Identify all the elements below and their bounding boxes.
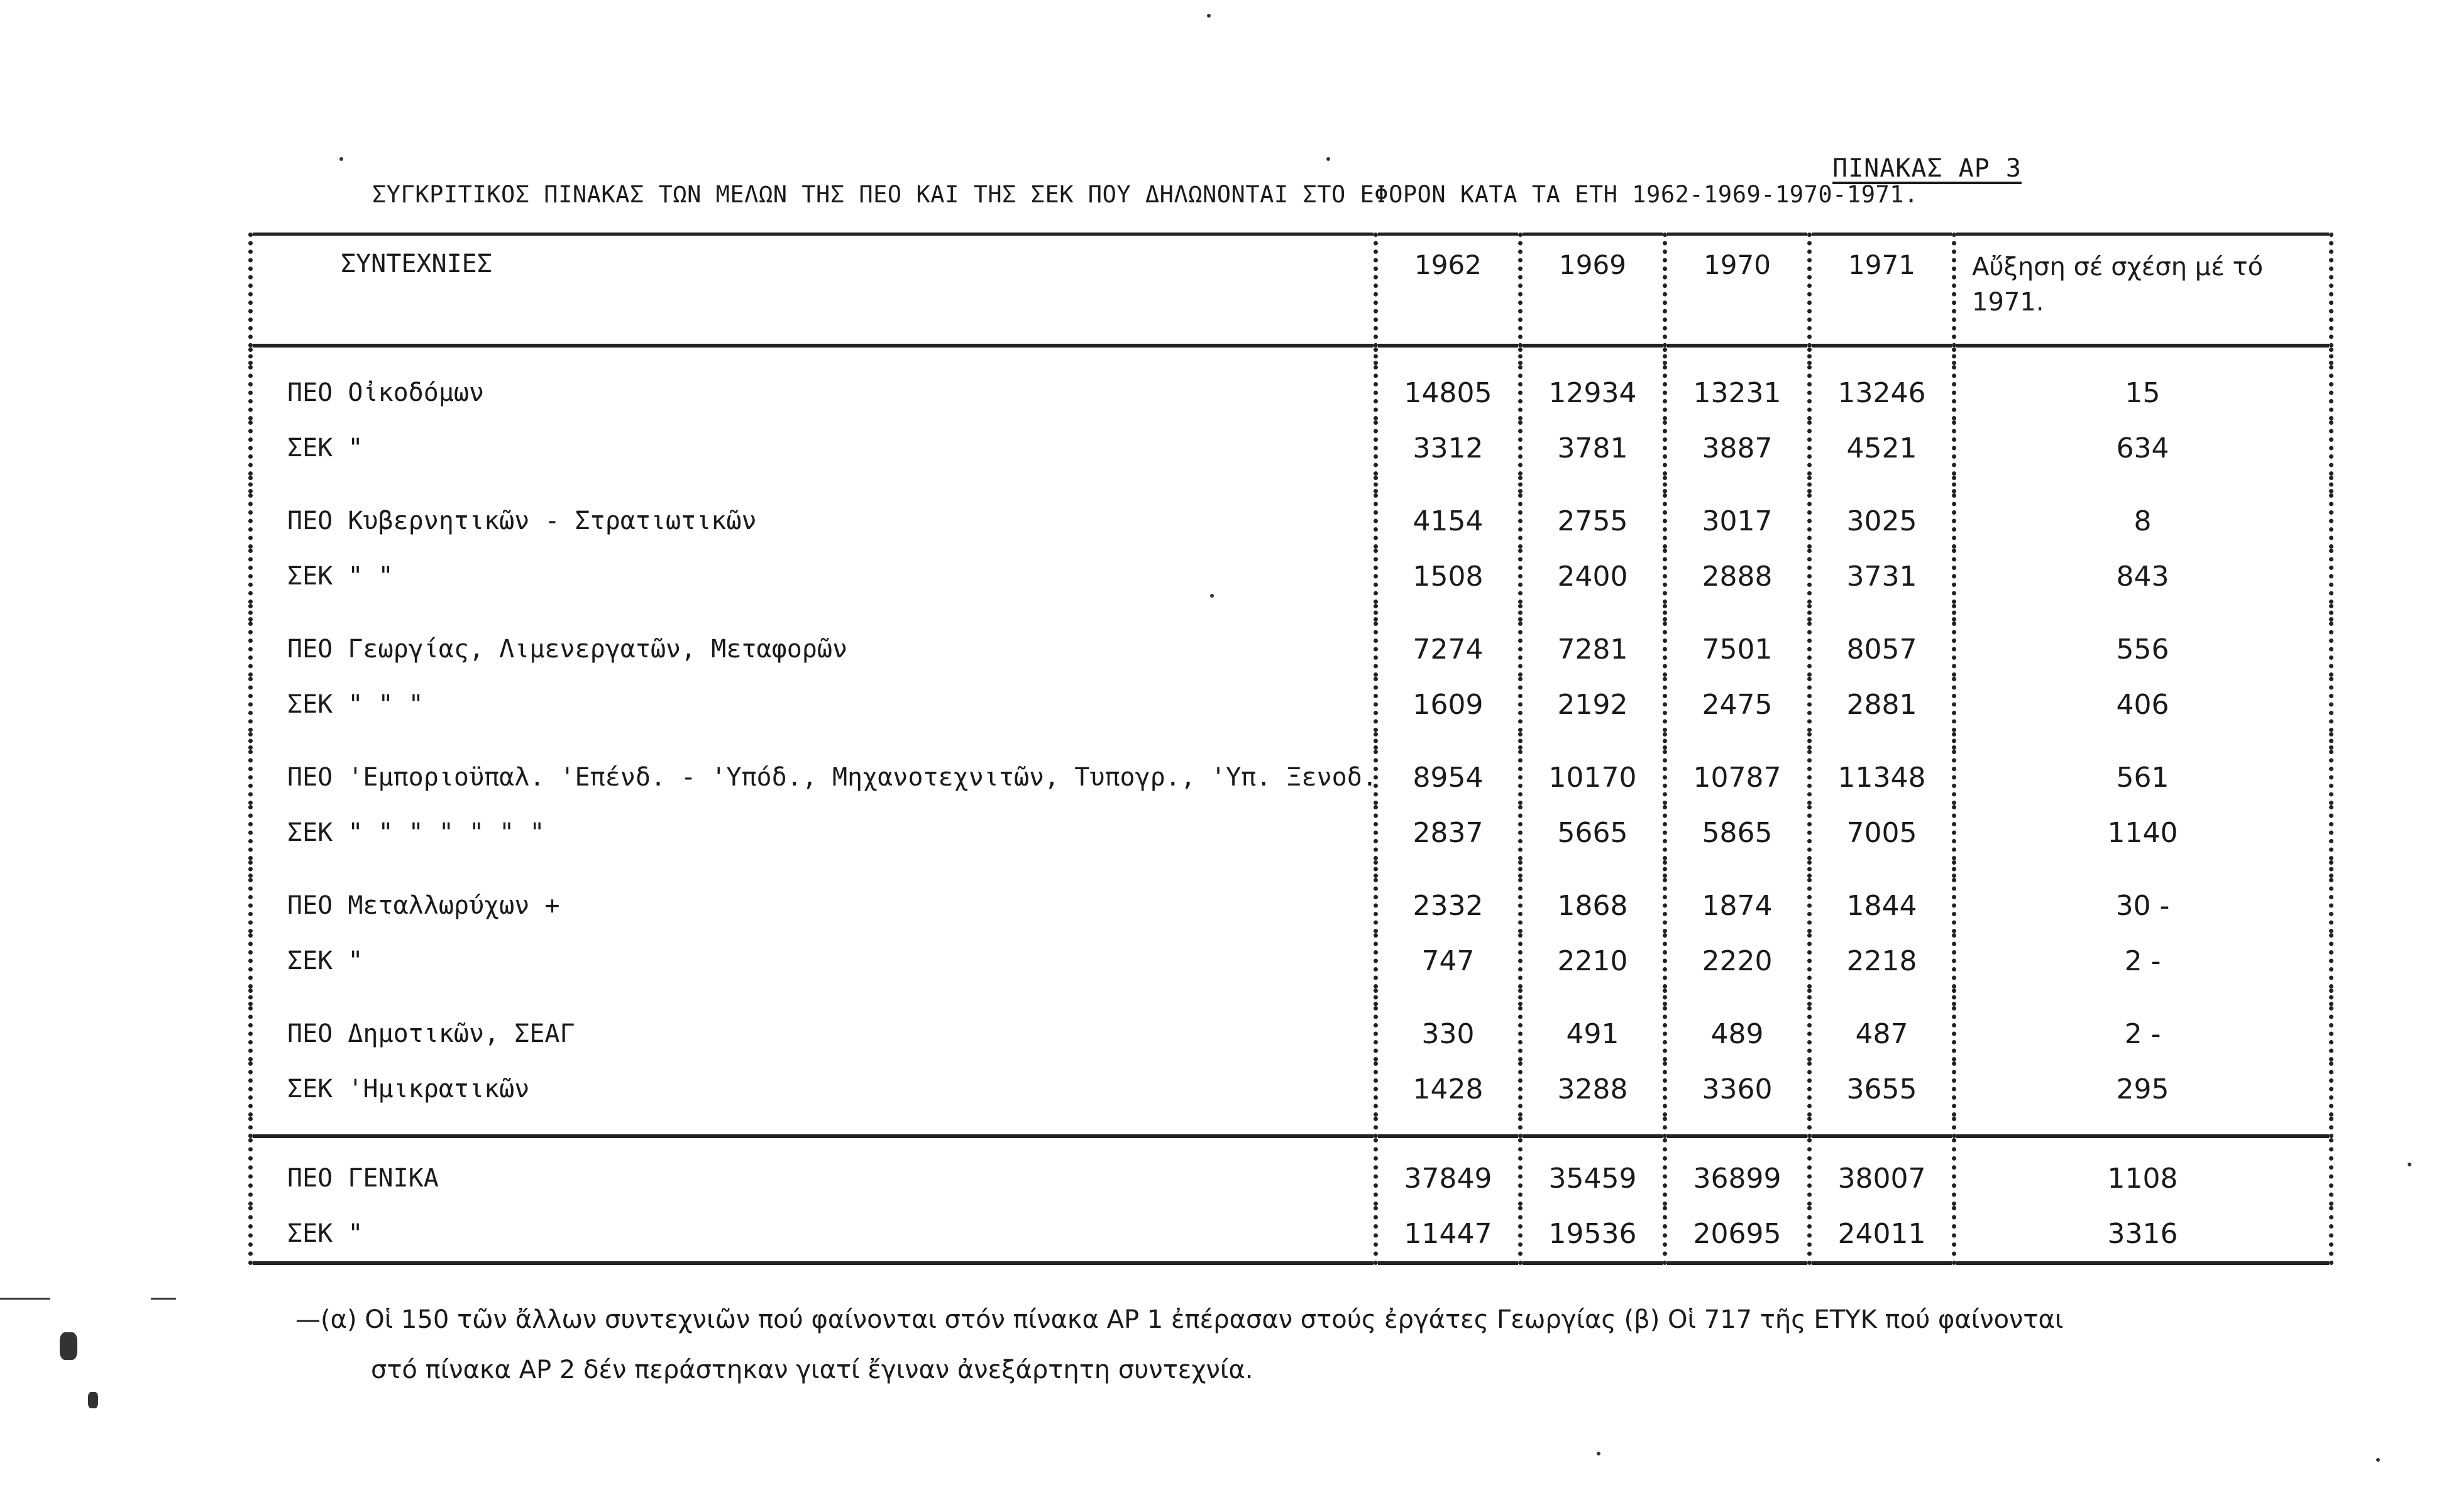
row-value-1971: 3731: [1810, 549, 1954, 604]
row-value-1962: 8954: [1376, 750, 1521, 805]
row-value-1969: 7281: [1521, 622, 1665, 677]
table-row: [251, 933, 2332, 989]
row-increase: 561: [1954, 750, 2332, 805]
footnote-line-1: —(α) Οἱ 150 τῶν ἄλλων συντεχνιῶν πού φαίνονται στόν πίνακα ΑΡ 1 ἐπέρασαν στούς ἐργάτες Γεωργίας (β) Οἱ 717 τῆς ΕΤΥΚ πού φαίνονται: [295, 1305, 2064, 1334]
row-value-1969: 491: [1521, 1006, 1665, 1061]
header-1971: 1971: [1810, 234, 1954, 346]
table-row: [251, 420, 2332, 476]
row-value-1971: 4521: [1810, 420, 1954, 476]
row-value-1962: 330: [1376, 1006, 1521, 1061]
total-value-1971: 24011: [1810, 1206, 1954, 1263]
row-value-1962: 1428: [1376, 1061, 1521, 1117]
row-value-1962: 1609: [1376, 677, 1521, 732]
header-increase: Αὔξηση σέ σχέση μέ τό 1971.: [1954, 234, 2332, 346]
row-value-1962: 4154: [1376, 493, 1521, 549]
table-row: [251, 805, 2332, 860]
total-increase: 1108: [1954, 1136, 2332, 1206]
table-row: [251, 1061, 2332, 1117]
row-union-name: ΣΕΚ " " " " " " ": [251, 805, 1376, 860]
row-value-1969: 2755: [1521, 493, 1665, 549]
row-increase: 8: [1954, 493, 2332, 549]
row-value-1962: 2332: [1376, 878, 1521, 933]
row-union-name: ΣΕΚ 'Ημικρατικῶν: [251, 1061, 1376, 1117]
scan-speck: [151, 1298, 176, 1300]
row-value-1970: 7501: [1665, 622, 1810, 677]
row-value-1971: 8057: [1810, 622, 1954, 677]
row-value-1970: 10787: [1665, 750, 1810, 805]
row-value-1969: 2400: [1521, 549, 1665, 604]
comparison-table: [248, 233, 2333, 1265]
row-value-1969: 2192: [1521, 677, 1665, 732]
total-value-1962: 37849: [1376, 1136, 1521, 1206]
header-unions: ΣΥΝΤΕΧΝΙΕΣ: [251, 234, 1376, 346]
row-value-1962: 1508: [1376, 549, 1521, 604]
row-value-1969: 1868: [1521, 878, 1665, 933]
row-value-1969: 2210: [1521, 933, 1665, 989]
row-union-name: ΠΕΟ Μεταλλωρύχων +: [251, 878, 1376, 933]
row-value-1962: 2837: [1376, 805, 1521, 860]
row-value-1969: 5665: [1521, 805, 1665, 860]
row-increase: 2 -: [1954, 933, 2332, 989]
row-union-name: ΠΕΟ Κυβερνητικῶν - Στρατιωτικῶν: [251, 493, 1376, 549]
total-value-1962: 11447: [1376, 1206, 1521, 1263]
row-value-1971: 2218: [1810, 933, 1954, 989]
total-union-name: ΣΕΚ ": [251, 1206, 1376, 1263]
row-value-1962: 14805: [1376, 365, 1521, 420]
row-value-1970: 2220: [1665, 933, 1810, 989]
row-value-1962: 3312: [1376, 420, 1521, 476]
table-row: [251, 493, 2332, 549]
header-1969: 1969: [1521, 234, 1665, 346]
scan-speck: [88, 1392, 98, 1408]
table-row: [251, 365, 2332, 420]
table-row: [251, 622, 2332, 677]
scan-speck: [2408, 1163, 2411, 1166]
total-value-1970: 20695: [1665, 1206, 1810, 1263]
header-row: [251, 234, 2332, 346]
row-union-name: ΠΕΟ Οἰκοδόμων: [251, 365, 1376, 420]
table-row: [251, 1006, 2332, 1061]
row-value-1971: 487: [1810, 1006, 1954, 1061]
row-value-1970: 3887: [1665, 420, 1810, 476]
table-row: [251, 677, 2332, 732]
scan-speck: [1597, 1452, 1600, 1455]
row-value-1970: 5865: [1665, 805, 1810, 860]
table-row: [251, 750, 2332, 805]
scan-speck: [2376, 1458, 2380, 1462]
row-increase: 1140: [1954, 805, 2332, 860]
row-value-1971: 3025: [1810, 493, 1954, 549]
row-increase: 30 -: [1954, 878, 2332, 933]
row-union-name: ΠΕΟ 'Εμποριοϋπαλ. 'Επένδ. - 'Υπόδ., Μηχανοτεχνιτῶν, Τυπογρ., 'Υπ. Ξενοδ.: [251, 750, 1376, 805]
total-row: [251, 1136, 2332, 1206]
total-value-1971: 38007: [1810, 1136, 1954, 1206]
row-value-1970: 1874: [1665, 878, 1810, 933]
table-number-label: ΠΙΝΑΚΑΣ ΑΡ 3: [1832, 154, 2022, 183]
row-union-name: ΠΕΟ Δημοτικῶν, ΣΕΑΓ: [251, 1006, 1376, 1061]
row-value-1970: 2475: [1665, 677, 1810, 732]
scan-speck: [1210, 594, 1214, 598]
row-value-1970: 489: [1665, 1006, 1810, 1061]
row-value-1970: 3017: [1665, 493, 1810, 549]
header-1962: 1962: [1376, 234, 1521, 346]
row-union-name: ΣΕΚ " ": [251, 549, 1376, 604]
scan-speck: [339, 157, 343, 161]
row-value-1971: 1844: [1810, 878, 1954, 933]
row-union-name: ΠΕΟ Γεωργίας, Λιμενεργατῶν, Μεταφορῶν: [251, 622, 1376, 677]
row-value-1971: 11348: [1810, 750, 1954, 805]
footnote: [295, 1295, 2338, 1395]
scan-speck: [1207, 14, 1211, 18]
table-body: [251, 346, 2332, 1263]
row-value-1969: 12934: [1521, 365, 1665, 420]
row-union-name: ΣΕΚ ": [251, 420, 1376, 476]
row-increase: 406: [1954, 677, 2332, 732]
scan-speck: [60, 1332, 77, 1360]
total-value-1969: 19536: [1521, 1206, 1665, 1263]
total-union-name: ΠΕΟ ΓΕΝΙΚΑ: [251, 1136, 1376, 1206]
row-value-1971: 7005: [1810, 805, 1954, 860]
scan-speck: [0, 1298, 50, 1300]
row-union-name: ΣΕΚ " " ": [251, 677, 1376, 732]
total-value-1969: 35459: [1521, 1136, 1665, 1206]
table-title: ΣΥΓΚΡΙΤΙΚΟΣ ΠΙΝΑΚΑΣ ΤΩΝ ΜΕΛΩΝ ΤΗΣ ΠΕΟ ΚΑΙ ΤΗΣ ΣΕΚ ΠΟΥ ΔΗΛΩΝΟΝΤΑΙ ΣΤΟ ΕΦΟΡΟΝ ΚΑΤΑ ΤΑ ΕΤΗ 1962-1969-1970-1971.: [372, 181, 1919, 208]
table-row: [251, 549, 2332, 604]
row-value-1962: 747: [1376, 933, 1521, 989]
row-value-1971: 3655: [1810, 1061, 1954, 1117]
header-1970: 1970: [1665, 234, 1810, 346]
row-value-1970: 13231: [1665, 365, 1810, 420]
table-row: [251, 878, 2332, 933]
row-value-1969: 3288: [1521, 1061, 1665, 1117]
row-value-1969: 10170: [1521, 750, 1665, 805]
row-value-1971: 13246: [1810, 365, 1954, 420]
row-increase: 15: [1954, 365, 2332, 420]
row-value-1970: 2888: [1665, 549, 1810, 604]
total-value-1970: 36899: [1665, 1136, 1810, 1206]
row-increase: 843: [1954, 549, 2332, 604]
row-increase: 2 -: [1954, 1006, 2332, 1061]
row-union-name: ΣΕΚ ": [251, 933, 1376, 989]
row-value-1962: 7274: [1376, 622, 1521, 677]
row-value-1971: 2881: [1810, 677, 1954, 732]
row-increase: 634: [1954, 420, 2332, 476]
comparison-table-container: [248, 233, 2329, 1265]
row-increase: 556: [1954, 622, 2332, 677]
scan-speck: [1326, 157, 1330, 161]
total-increase: 3316: [1954, 1206, 2332, 1263]
row-value-1970: 3360: [1665, 1061, 1810, 1117]
total-row: [251, 1206, 2332, 1263]
row-value-1969: 3781: [1521, 420, 1665, 476]
row-increase: 295: [1954, 1061, 2332, 1117]
footnote-line-2: στό πίνακα ΑΡ 2 δέν περάστηκαν γιατί ἔγιναν ἀνεξάρτητη συντεχνία.: [371, 1356, 1253, 1384]
